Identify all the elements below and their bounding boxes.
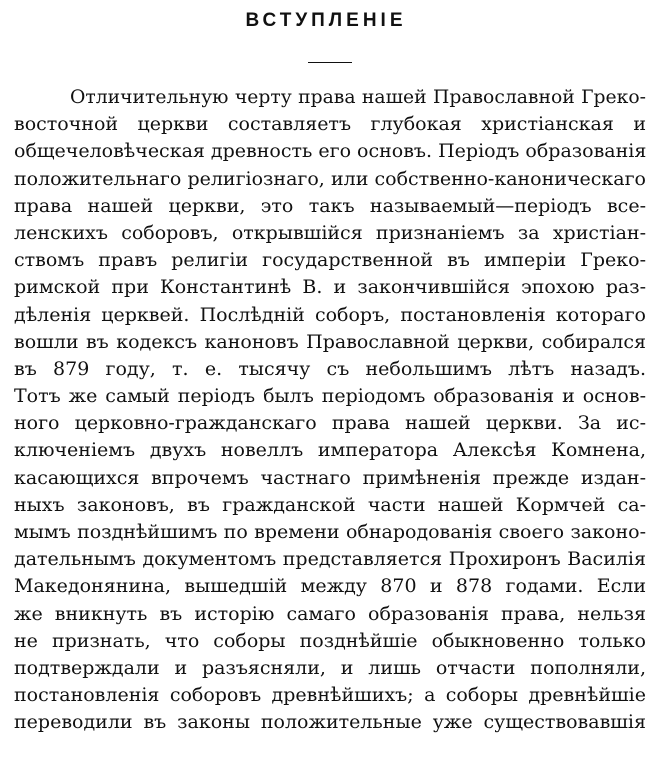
text-line: Отличительную черту права нашей Православной Греко- — [70, 87, 646, 108]
text-line: ныхъ законовъ, въ гражданской части нашей Кормчей са- — [14, 493, 646, 516]
heading-divider — [308, 62, 352, 63]
text-line: вошли въ кодексъ каноновъ Православной церкви, собирался — [14, 330, 646, 353]
text-line: переводили въ законы положительные уже существовавшія — [14, 711, 646, 734]
text-line: касающихся впрочемъ частнаго примѣненія прежде издан- — [14, 466, 646, 489]
text-line: Македонянина, вышедшій между 870 и 878 годами. Если — [14, 575, 646, 598]
text-line: дательнымъ документомъ представляется Прохиронъ Василія — [14, 548, 646, 571]
text-line: Тотъ же самый періодъ былъ періодомъ образованія и основ- — [14, 385, 646, 408]
text-line: права нашей церкви, это такъ называемый—періодъ все- — [14, 194, 646, 217]
text-line: общечеловѣческая древность его основъ. Періодъ образованія — [14, 140, 646, 163]
text-line: дѣленія церквей. Послѣдній соборъ, постановленія котораго — [14, 303, 646, 326]
text-line: ключеніемъ двухъ новеллъ императора Алексѣя Комнена, — [14, 439, 646, 462]
text-line: въ 879 году, т. е. тысячу съ небольшимъ лѣтъ назадъ. — [14, 357, 646, 380]
text-line: не признать, что соборы позднѣйшіе обыкновенно только — [14, 629, 646, 652]
text-line: мымъ позднѣйшимъ по времени обнародованія своего законо- — [14, 521, 646, 543]
chapter-heading: ВСТУПЛЕНІЕ — [245, 10, 407, 31]
text-line: восточной церкви составляетъ глубокая христіанская и — [14, 113, 646, 136]
text-line: ленскихъ соборовъ, открывшійся признаніемъ за христіан- — [14, 221, 646, 244]
text-line: ствомъ правъ религіи государственной въ имперіи Греко- — [14, 249, 646, 272]
text-line: подтверждали и разъясняли, и лишь отчасти пополняли, — [14, 656, 646, 679]
text-line: ного церковно-гражданскаго права нашей церкви. За ис- — [14, 412, 646, 435]
text-line: же вникнуть въ исторію самаго образованія права, нельзя — [14, 602, 646, 625]
text-line: положительнаго религіознаго, или собственно-каноническаго — [14, 167, 646, 190]
text-line: римской при Константинѣ В. и закончившійся эпохою раз- — [14, 276, 646, 299]
text-line: постановленія соборовъ древнѣйшихъ; а соборы древнѣйшіе — [14, 684, 646, 707]
body-text — [14, 84, 646, 737]
